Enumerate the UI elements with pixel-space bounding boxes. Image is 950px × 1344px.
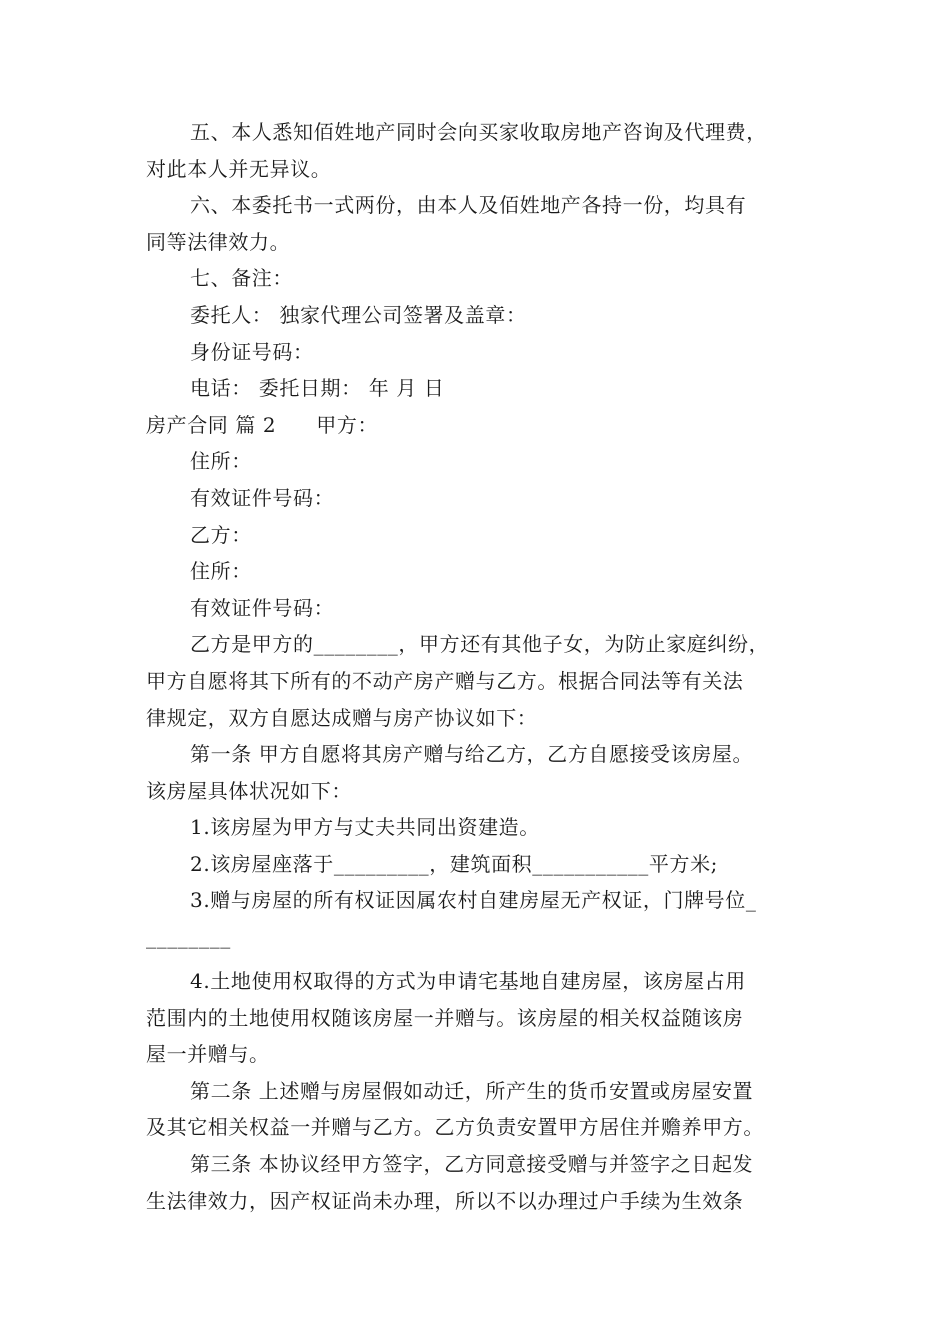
paragraph-line: 乙方是甲方的________，甲方还有其他子女，为防止家庭纠纷， xyxy=(190,632,770,657)
paragraph-line: 乙方： xyxy=(190,522,252,547)
paragraph-line: 住所： xyxy=(190,449,252,474)
contract-clauses-part-2 xyxy=(146,443,826,1219)
paragraph-line: 身份证号码： xyxy=(190,339,314,364)
document-page xyxy=(146,114,826,1219)
section-title: 房产合同 篇 2 xyxy=(146,412,277,437)
paragraph-line: 及其它相关权益一并赠与乙方。乙方负责安置甲方居住并赡养甲方。 xyxy=(146,1115,764,1140)
paragraph-line: 六、本委托书一式两份，由本人及佰姓地产各持一份，均具有 xyxy=(190,193,747,218)
paragraph-line: 五、本人悉知佰姓地产同时会向买家收取房地产咨询及代理费， xyxy=(190,120,767,144)
section-heading xyxy=(146,407,826,444)
paragraph-line: 第一条 甲方自愿将其房产赠与给乙方，乙方自愿接受该房屋。 xyxy=(190,742,754,767)
paragraph-line: 对此本人并无异议。 xyxy=(146,156,332,181)
paragraph-line: 屋一并赠与。 xyxy=(146,1042,270,1067)
party-a-label: 甲方： xyxy=(316,412,379,437)
paragraph-line: 委托人： 独家代理公司签署及盖章： xyxy=(190,302,527,327)
paragraph-line: 第三条 本协议经甲方签字，乙方同意接受赠与并签字之日起发 xyxy=(190,1152,754,1177)
paragraph-line: 该房屋具体状况如下： xyxy=(146,778,352,803)
contract-clauses-part-1 xyxy=(146,114,826,407)
paragraph-line: ________ xyxy=(146,925,231,950)
paragraph-line: 有效证件号码： xyxy=(190,485,335,510)
paragraph-line: 生法律效力，因产权证尚未办理，所以不以办理过户手续为生效条 xyxy=(146,1188,744,1213)
paragraph-line: 七、备注： xyxy=(190,266,293,291)
paragraph-line: 4.土地使用权取得的方式为申请宅基地自建房屋，该房屋占用 xyxy=(190,969,746,994)
paragraph-line: 同等法律效力。 xyxy=(146,229,291,254)
paragraph-line: 1.该房屋为甲方与丈夫共同出资建造。 xyxy=(190,815,540,840)
paragraph-line: 3.赠与房屋的所有权证因属农村自建房屋无产权证，门牌号位_ xyxy=(190,888,757,913)
paragraph-line: 有效证件号码： xyxy=(190,595,335,620)
paragraph-line: 范围内的土地使用权随该房屋一并赠与。该房屋的相关权益随该房 xyxy=(146,1005,744,1030)
paragraph-line: 第二条 上述赠与房屋假如动迁，所产生的货币安置或房屋安置 xyxy=(190,1078,754,1103)
paragraph-line: 律规定，双方自愿达成赠与房产协议如下： xyxy=(146,705,538,730)
paragraph-line: 2.该房屋座落于_________，建筑面积___________平方米; xyxy=(190,851,719,876)
paragraph-line: 电话： 委托日期： 年 月 日 xyxy=(190,376,445,401)
paragraph-line: 甲方自愿将其下所有的不动产房产赠与乙方。根据合同法等有关法 xyxy=(146,668,744,693)
paragraph-line: 住所： xyxy=(190,559,252,584)
